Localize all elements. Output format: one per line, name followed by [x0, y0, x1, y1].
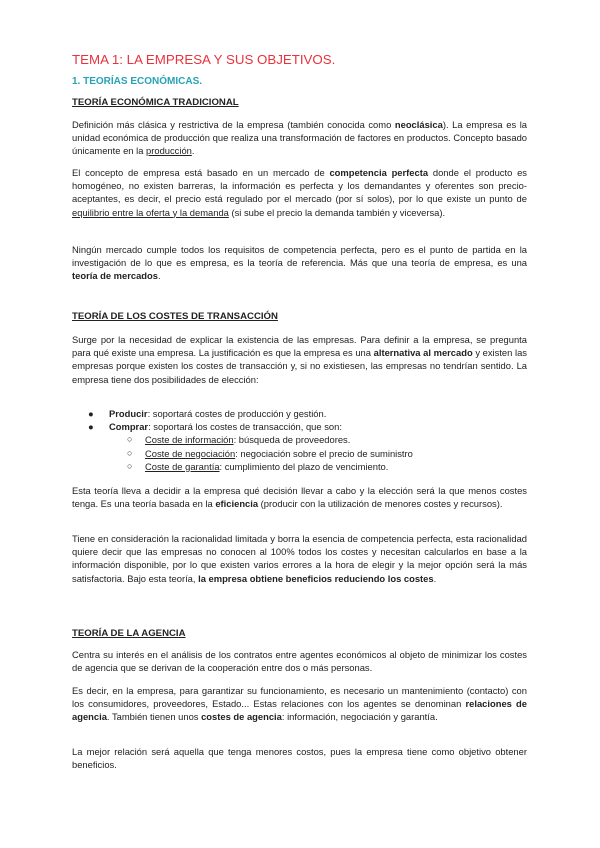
list-item: ○ Coste de garantía: cumplimiento del plazo de vencimiento. — [127, 460, 389, 472]
heading-teoria-economica-tradicional: TEORÍA ECONÓMICA TRADICIONAL — [72, 97, 239, 108]
bullet-icon: ● — [88, 421, 94, 433]
circle-bullet-icon: ○ — [127, 460, 133, 471]
list-item: ○ Coste de información: búsqueda de proveedores. — [127, 434, 351, 446]
list-item: ○ Coste de negociación: negociación sobre el precio de suministro — [127, 447, 413, 459]
list-item: ● Producir: soportará costes de producción y gestión. — [88, 408, 327, 419]
cost-sublist — [72, 433, 527, 473]
choice-list — [72, 407, 527, 473]
circle-bullet-icon: ○ — [127, 447, 133, 458]
paragraph: Surge por la necesidad de explicar la existencia de las empresas. Para definir a la empresa, se pregunta para qué existe una empresa. La justificación es que la empresa es una alternativa al mercado y existen las empresas porque existen los costes de transacción y, si no existiesen, las empresas no tendrían sentido. La empresa tiene dos posibilidades de elección: — [72, 334, 527, 385]
sublist-container — [72, 433, 527, 473]
list-item: ● Comprar: soportará los costes de transacción, que son: — [88, 421, 342, 433]
paragraph: Tiene en consideración la racionalidad limitada y borra la esencia de competencia perfecta, esta racionalidad quiere decir que las empresas no conocen al 100% todos los costes y necesitan calcularlos en base a la información disponible, por lo que existen varios errores a la hora de elegir y la mejor opción será la más satisfactoria. Bajo esta teoría, la empresa obtiene beneficios reduciendo los costes. — [72, 533, 527, 584]
circle-bullet-icon: ○ — [127, 434, 133, 445]
paragraph: Ningún mercado cumple todos los requisitos de competencia perfecta, pero es el punto de partida en la investigación de lo que es empresa, es la teoría de referencia. Más que una teoría de empresa, es una teoría de mercados. — [72, 244, 527, 282]
paragraph: Esta teoría lleva a decidir a la empresa qué decisión llevar a cabo y la elección será la que menos costes tenga. Es una teoría basada en la eficiencia (producir con la utilización de menores costes y recursos). — [72, 485, 527, 510]
document-title: TEMA 1: LA EMPRESA Y SUS OBJETIVOS. — [72, 52, 336, 67]
paragraph: Definición más clásica y restrictiva de la empresa (también conocida como neoclásica). La empresa es la unidad económica de producción que realiza una transformación de factores en productos. Concepto basado únicamente en la producción. — [72, 119, 528, 157]
paragraph: Centra su interés en el análisis de los contratos entre agentes económicos al objeto de minimizar los costes de agencia que se derivan de la cooperación entre dos o más personas. — [72, 649, 527, 674]
paragraph: Es decir, en la empresa, para garantizar su funcionamiento, es necesario un mantenimiento (contacto) con los consumidores, proveedores, Estado... Estas relaciones con los agentes se denominan relaciones de agencia. También tienen unos costes de agencia: información, negociación y garantía. — [72, 685, 527, 723]
section-title: 1. TEORÍAS ECONÓMICAS. — [72, 76, 203, 87]
paragraph: La mejor relación será aquella que tenga menores costos, pues la empresa tiene como objetivo obtener beneficios. — [72, 746, 527, 771]
heading-teoria-costes-transaccion: TEORÍA DE LOS COSTES DE TRANSACCIÓN — [72, 311, 278, 322]
heading-teoria-agencia: TEORÍA DE LA AGENCIA — [72, 628, 186, 639]
paragraph: El concepto de empresa está basado en un mercado de competencia perfecta donde el producto es homogéneo, no existen barreras, la información es perfecta y los demandantes y oferentes son precio-aceptantes, es decir, el precio está regulado por el mercado (por sí solos), por lo que existe un punto de equilibrio entre la oferta y la demanda (si sube el precio la demanda también y viceversa). — [72, 167, 527, 218]
bullet-icon: ● — [88, 408, 94, 419]
